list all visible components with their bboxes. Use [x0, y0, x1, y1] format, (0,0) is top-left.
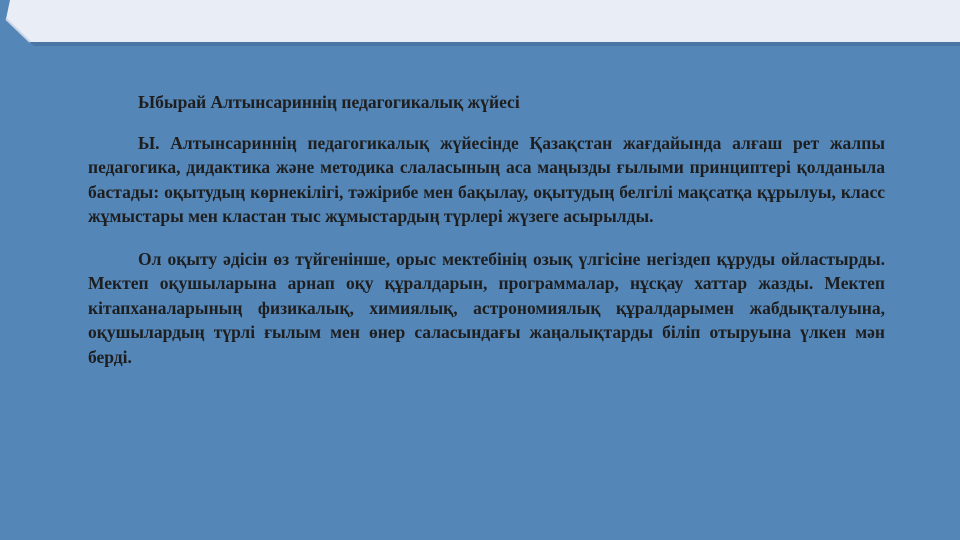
slide-heading: Ыбырай Алтынсариннің педагогикалық жүйесі [138, 92, 520, 112]
paragraph-1: Ы. Алтынсариннің педагогикалық жүйесінде Қазақстан жағдайында алғаш рет жалпы педагогика, дидактика және методика слаласының аса маңызды ғылыми принциптері қолданыла бастады: оқытудың көрнекілігі, тәжірибе мен бақылау, оқытудың белгілі мақсатқа құрылуы, класс жұмыстары мен кластан тыс жұмыстардың түрлері жүзеге асырылды. [88, 132, 885, 226]
title-banner [0, 0, 960, 46]
slide-body [88, 90, 885, 387]
paragraph-2: Ол оқыту әдісін өз түйгенінше, орыс мектебінің озық үлгісіне негіздеп құруды ойластырды. Мектеп оқушыларына арнап оқу құралдарын, программалар, нұсқау хаттар жазды. Мектеп кітапханаларының физикалық, химиялық, астрономиялық құралдарымен жабдықталуына, оқушылардың түрлі ғылым мен өнер саласындағы жаңалықтарды біліп отыруына үлкен мән берді. [88, 248, 885, 367]
banner-shape [6, 0, 960, 42]
